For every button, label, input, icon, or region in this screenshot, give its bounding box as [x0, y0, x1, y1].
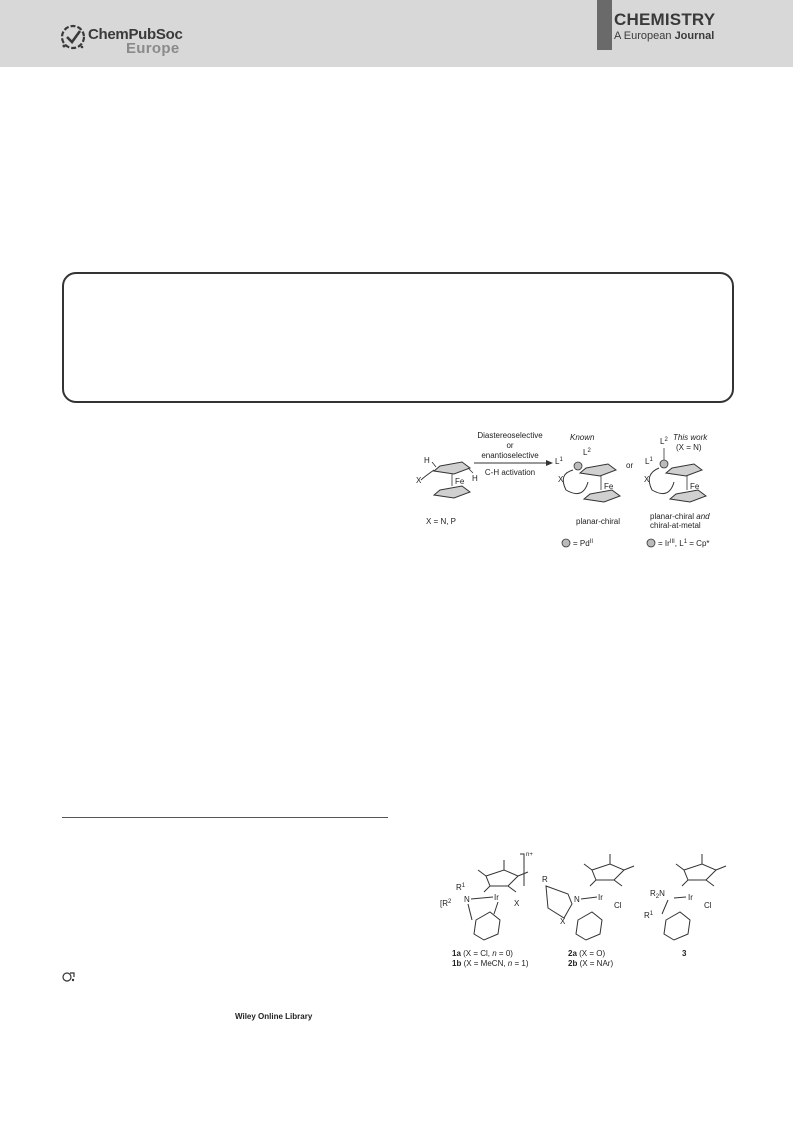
known-label: Known — [570, 433, 595, 442]
sm-h-right: H — [472, 474, 478, 483]
c2-a: 2a (X = O) — [568, 949, 606, 958]
legend-pd: = $Pd^{II}$ — [573, 539, 594, 548]
p1-x: X — [558, 475, 564, 484]
starting-ferrocene — [416, 456, 478, 526]
open-access-icon[interactable] — [62, 971, 76, 983]
c3-r1: $R^1$ — [644, 911, 654, 920]
p1-l2: $L^2$ — [583, 448, 591, 457]
publisher-region: Europe — [126, 40, 180, 57]
wiley-online-library-link[interactable]: Wiley Online Library — [235, 1012, 313, 1021]
reaction-type: C-H activation — [484, 468, 536, 477]
p2-caption-line2: chiral-at-metal — [650, 521, 701, 530]
scheme-iridium-complexes — [418, 842, 758, 987]
p1-fe: Fe — [604, 482, 614, 491]
sm-h-left: H — [424, 456, 430, 465]
complex-3 — [644, 854, 726, 958]
p1-l1: $L^1$ — [555, 457, 563, 466]
reaction-arrow — [474, 431, 553, 477]
journal-subtitle — [614, 29, 715, 43]
c1-ir: Ir — [494, 893, 499, 902]
condition-line-3: enantioselective — [481, 451, 539, 460]
p2-caption-line1: planar-chiral and — [650, 512, 710, 521]
c3-cl: Cl — [704, 901, 712, 910]
complex-1 — [440, 852, 533, 968]
c2-n: N — [574, 895, 580, 904]
sm-x: X — [416, 476, 422, 485]
scheme-ch-activation — [418, 422, 758, 567]
c1-r1: $R^1$ — [456, 883, 466, 892]
c2-x: X — [560, 917, 566, 926]
journal-title: CHEMISTRY — [614, 10, 716, 29]
product-planar-chiral — [555, 433, 620, 526]
c1-x: X — [514, 899, 520, 908]
journal-tab-marker — [597, 0, 612, 50]
condition-line-1: Diastereoselective — [477, 431, 543, 440]
p2-l1: $L^1$ — [645, 457, 653, 466]
sm-fe: Fe — [455, 477, 465, 486]
c1-n: N — [464, 895, 470, 904]
c2-ir: Ir — [598, 893, 603, 902]
this-work-cond: (X = N) — [676, 443, 702, 452]
metal-legend — [562, 539, 710, 548]
footnote-rule — [62, 817, 388, 818]
journal-header — [0, 0, 793, 67]
c3-r2n: $R_2N$ — [650, 889, 665, 900]
c3-num: 3 — [682, 949, 687, 958]
c1-a: 1a (X = Cl, n = 0) — [452, 949, 513, 958]
condition-line-2: or — [506, 441, 514, 450]
or-label: or — [626, 461, 634, 470]
journal-subtitle-b: Journal — [674, 30, 715, 42]
legend-ir: = $Ir^{III}$, $L^1 = Cp*$ — [658, 539, 710, 548]
p2-l2: $L^2$ — [660, 437, 668, 446]
abstract-box — [62, 272, 734, 403]
c1-r2: [$R^2$ — [440, 899, 452, 908]
complex-2 — [542, 854, 634, 968]
chempubsoc-logo[interactable] — [60, 20, 200, 60]
p2-fe: Fe — [690, 482, 700, 491]
this-work-label: This work — [673, 433, 708, 442]
c2-b: 2b (X = NAr) — [568, 959, 614, 968]
c3-ir: Ir — [688, 893, 693, 902]
product-chiral-at-metal — [644, 433, 710, 530]
chempubsoc-emblem-icon — [60, 24, 86, 50]
c1-b: 1b (X = MeCN, n = 1) — [452, 959, 529, 968]
p1-caption: planar-chiral — [576, 517, 621, 526]
c2-r: R — [542, 875, 548, 884]
sm-caption: X = N, P — [426, 517, 457, 526]
publisher-name: ChemPubSoc — [88, 26, 183, 43]
p2-x: X — [644, 475, 650, 484]
journal-subtitle-a: A European — [614, 30, 675, 42]
c1-charge: n+ — [526, 852, 533, 858]
c2-cl: Cl — [614, 901, 622, 910]
journal-logo[interactable] — [614, 11, 715, 43]
